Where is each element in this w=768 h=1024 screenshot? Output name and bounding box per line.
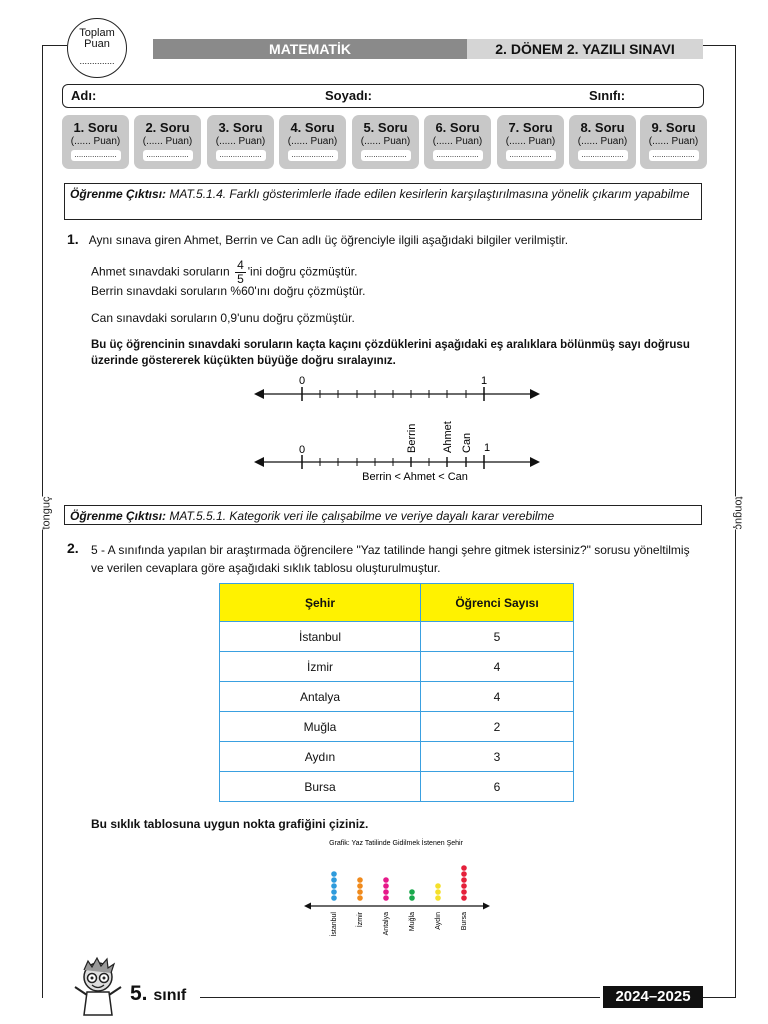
outcome-2-text: MAT.5.5.1. Kategorik veri ile çalışabilme ve veriye dayalı karar verebilme bbox=[169, 509, 555, 523]
ahmet-post: 'ini doğru çözmüştür. bbox=[247, 264, 358, 279]
table-cell-city: İstanbul bbox=[220, 622, 421, 652]
table-cell-count: 4 bbox=[421, 652, 574, 682]
chart-dot bbox=[331, 889, 337, 895]
class-label: Sınıfı: bbox=[589, 88, 626, 103]
table-cell-count: 5 bbox=[421, 622, 574, 652]
chart-dot bbox=[331, 871, 337, 877]
table-row bbox=[220, 622, 574, 652]
table-header-city: Şehir bbox=[220, 584, 421, 622]
chart-dot bbox=[383, 895, 389, 901]
ahmet-statement bbox=[91, 259, 357, 286]
grade-label bbox=[130, 982, 186, 1006]
answer-line-zero: 0 bbox=[298, 444, 306, 456]
chart-dot bbox=[435, 895, 441, 901]
table-row bbox=[220, 652, 574, 682]
question-score-box bbox=[134, 115, 201, 169]
table-cell-count: 3 bbox=[421, 742, 574, 772]
frame-top-right bbox=[703, 45, 736, 46]
question-1-intro: Aynı sınava giren Ahmet, Berrin ve Can adlı üç öğrenciyle ilgili aşağıdaki bilgiler verilmiştir. bbox=[88, 233, 569, 247]
chart-category-label: İzmir bbox=[357, 912, 364, 928]
answer-order: Berrin < Ahmet < Can bbox=[362, 471, 468, 483]
question-score-points: (...... Puan) bbox=[432, 136, 483, 147]
answer-line-one: 1 bbox=[483, 442, 491, 454]
frequency-table bbox=[219, 583, 574, 802]
chart-dot bbox=[461, 883, 467, 889]
answer-label-ahmet: Ahmet bbox=[442, 421, 454, 453]
fraction-denominator: 5 bbox=[237, 272, 244, 286]
chart-dot bbox=[435, 883, 441, 889]
chart-dot bbox=[383, 877, 389, 883]
table-header-row bbox=[220, 584, 574, 622]
question-score-blank: ................... bbox=[288, 150, 338, 161]
chart-dot bbox=[409, 889, 415, 895]
learning-outcome-1 bbox=[64, 183, 702, 220]
subject-title: MATEMATİK bbox=[153, 39, 467, 59]
question-score-points: (...... Puan) bbox=[142, 136, 193, 147]
number-line-zero: 0 bbox=[298, 375, 306, 387]
table-row bbox=[220, 742, 574, 772]
question-score-box bbox=[352, 115, 419, 169]
grade-number: 5. bbox=[130, 982, 148, 1005]
surname-label: Soyadı: bbox=[325, 88, 372, 103]
outcome-1-text: MAT.5.1.4. Farklı gösterimlerle ifade edilen kesirlerin karşılaştırılmasına yönelik çıkarım yapabilme bbox=[169, 187, 690, 201]
table-cell-city: İzmir bbox=[220, 652, 421, 682]
can-statement: Can sınavdaki soruların 0,9'unu doğru çözmüştür. bbox=[91, 311, 355, 325]
outcome-1-label: Öğrenme Çıktısı: bbox=[70, 187, 167, 201]
chart-dot bbox=[331, 895, 337, 901]
chart-dot bbox=[331, 883, 337, 889]
table-cell-city: Aydın bbox=[220, 742, 421, 772]
number-line-answer bbox=[250, 420, 545, 490]
question-score-box bbox=[424, 115, 491, 169]
question-score-label: 9. Soru bbox=[651, 120, 696, 135]
question-score-points: (...... Puan) bbox=[648, 136, 699, 147]
total-score-circle bbox=[67, 18, 127, 78]
student-info-box bbox=[62, 84, 704, 108]
grade-word: sınıf bbox=[153, 987, 187, 1004]
question-score-label: 1. Soru bbox=[73, 120, 118, 135]
question-2-instruction: Bu sıklık tablosuna uygun nokta grafiğini çiziniz. bbox=[91, 817, 369, 831]
exam-title: 2. DÖNEM 2. YAZILI SINAVI bbox=[467, 39, 703, 59]
question-2-number: 2. bbox=[67, 540, 79, 556]
question-score-blank: ................... bbox=[216, 150, 266, 161]
question-score-blank: ................... bbox=[71, 150, 121, 161]
dot-plot-chart bbox=[300, 835, 495, 950]
question-score-label: 2. Soru bbox=[145, 120, 190, 135]
chart-category-label: Bursa bbox=[461, 912, 468, 931]
fraction-numerator: 4 bbox=[237, 258, 244, 272]
question-score-label: 5. Soru bbox=[363, 120, 408, 135]
question-score-blank: ................... bbox=[433, 150, 483, 161]
question-score-label: 4. Soru bbox=[290, 120, 335, 135]
chart-dot bbox=[461, 865, 467, 871]
question-score-blank: ................... bbox=[649, 150, 699, 161]
question-1-intro-line bbox=[67, 230, 707, 249]
question-score-label: 7. Soru bbox=[508, 120, 553, 135]
question-score-box bbox=[207, 115, 274, 169]
chart-dot bbox=[461, 871, 467, 877]
table-row bbox=[220, 682, 574, 712]
table-header-count: Öğrenci Sayısı bbox=[421, 584, 574, 622]
table-cell-count: 4 bbox=[421, 682, 574, 712]
question-score-points: (...... Puan) bbox=[70, 136, 121, 147]
total-score-label: Toplam Puan bbox=[79, 27, 115, 50]
chart-dot bbox=[435, 889, 441, 895]
chart-category-label: İstanbul bbox=[331, 912, 338, 937]
chart-dot bbox=[357, 883, 363, 889]
chart-axis-arrow-left bbox=[304, 903, 311, 910]
question-score-points: (...... Puan) bbox=[505, 136, 556, 147]
answer-label-can: Can bbox=[461, 432, 473, 453]
name-label: Adı: bbox=[71, 88, 97, 103]
chart-dot bbox=[383, 889, 389, 895]
question-score-label: 8. Soru bbox=[580, 120, 625, 135]
chart-category-label: Aydın bbox=[435, 912, 442, 930]
chart-dot bbox=[331, 877, 337, 883]
chart-dot bbox=[461, 895, 467, 901]
question-score-box bbox=[640, 115, 707, 169]
question-score-blank: ................... bbox=[506, 150, 556, 161]
question-score-points: (...... Puan) bbox=[287, 136, 338, 147]
chart-dot bbox=[461, 889, 467, 895]
question-score-blank: ................... bbox=[361, 150, 411, 161]
question-score-blank: ................... bbox=[143, 150, 193, 161]
question-1-number: 1. bbox=[67, 231, 79, 247]
question-score-box bbox=[497, 115, 564, 169]
chart-dot bbox=[409, 895, 415, 901]
number-line-one: 1 bbox=[480, 375, 488, 387]
question-score-points: (...... Puan) bbox=[360, 136, 411, 147]
chart-dot bbox=[357, 889, 363, 895]
question-score-label: 6. Soru bbox=[435, 120, 480, 135]
mascot-illustration bbox=[70, 955, 126, 1017]
table-cell-city: Bursa bbox=[220, 772, 421, 802]
table-row bbox=[220, 772, 574, 802]
table-cell-city: Antalya bbox=[220, 682, 421, 712]
question-score-points: (...... Puan) bbox=[215, 136, 266, 147]
question-score-blank: ................... bbox=[578, 150, 628, 161]
table-cell-city: Muğla bbox=[220, 712, 421, 742]
table-cell-count: 6 bbox=[421, 772, 574, 802]
side-brand-right: tonguç bbox=[732, 496, 745, 530]
frame-top-left bbox=[42, 45, 67, 46]
question-score-label: 3. Soru bbox=[218, 120, 263, 135]
table-row bbox=[220, 712, 574, 742]
question-score-row bbox=[62, 115, 707, 170]
question-score-box bbox=[569, 115, 636, 169]
outcome-2-label: Öğrenme Çıktısı: bbox=[70, 509, 167, 523]
chart-title: Grafik: Yaz Tatilinde Gidilmek İstenen Şehir bbox=[329, 840, 463, 847]
chart-category-label: Antalya bbox=[383, 912, 390, 936]
question-score-box bbox=[279, 115, 346, 169]
learning-outcome-2 bbox=[64, 505, 702, 525]
chart-dot bbox=[383, 883, 389, 889]
question-1-instruction: Bu üç öğrencinin sınavdaki soruların kaçta kaçını çözdüklerini aşağıdaki eş aralıklara bölünmüş sayı doğrusu üzerinde göstererek küçükten büyüğe doğru sıralayınız. bbox=[91, 339, 690, 367]
title-bar bbox=[153, 39, 703, 59]
chart-axis-arrow-right bbox=[483, 903, 490, 910]
chart-dot bbox=[357, 895, 363, 901]
answer-label-berrin: Berrin bbox=[406, 423, 418, 453]
question-2-intro: 5 - A sınıfında yapılan bir araştırmada öğrencilere "Yaz tatilinde hangi şehre gitmek istersiniz?" sorusu yöneltilmiş ve verilen cevaplara göre aşağıdaki sıklık tablosu oluşturulmuştur. bbox=[91, 543, 690, 575]
question-score-points: (...... Puan) bbox=[577, 136, 628, 147]
fraction bbox=[235, 259, 246, 286]
ahmet-pre: Ahmet sınavdaki soruların bbox=[91, 264, 230, 279]
question-score-box bbox=[62, 115, 129, 169]
chart-dot bbox=[461, 877, 467, 883]
frame-bottom-right bbox=[703, 997, 736, 998]
berrin-statement: Berrin sınavdaki soruların %60'ını doğru çözmüştür. bbox=[91, 284, 366, 298]
school-year: 2024–2025 bbox=[603, 986, 703, 1008]
chart-category-label: Muğla bbox=[409, 912, 416, 932]
frame-bottom bbox=[200, 997, 600, 998]
number-line-empty bbox=[250, 370, 545, 410]
table-cell-count: 2 bbox=[421, 712, 574, 742]
total-score-blank: .............. bbox=[79, 56, 115, 66]
chart-dot bbox=[357, 877, 363, 883]
side-brand-left: tonguç bbox=[40, 496, 53, 530]
